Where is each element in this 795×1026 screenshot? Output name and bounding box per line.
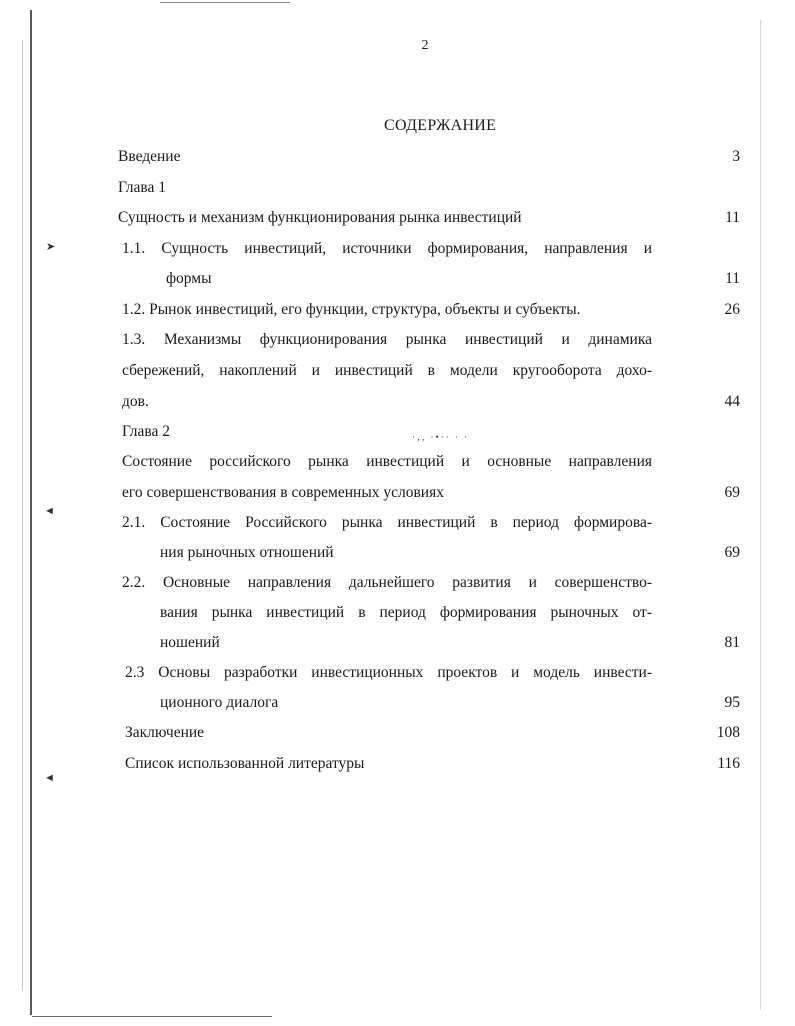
toc-entry-text: ния рыночных отношений <box>160 544 334 561</box>
toc-entry-text: Глава 1 <box>118 179 167 196</box>
toc-entry-page: 69 <box>724 544 740 561</box>
toc-entry-page: 11 <box>725 270 740 287</box>
scan-noise: ·‚, ·•·· · · <box>412 432 470 442</box>
scan-bottom-line <box>32 1016 272 1017</box>
toc-entry-text: сбережений, накоплений и инвестиций в модели кругооборота дохо- <box>122 362 652 379</box>
toc-entry-text: Введение <box>118 148 181 165</box>
toc-entry-text: формы <box>166 270 212 287</box>
toc-entry-text: Заключение <box>125 724 205 741</box>
toc-entry-text: Сущность и механизм функционирования рынка инвестиций <box>118 209 522 226</box>
scan-edge-line-right <box>760 20 761 1010</box>
toc-entry-page: 81 <box>724 634 740 651</box>
toc-entry-text: Глава 2 <box>122 423 171 440</box>
toc-entry-text: 1.2. Рынок инвестиций, его функции, структура, объекты и субъекты. <box>122 301 581 318</box>
scan-top-line <box>160 2 290 3</box>
toc-entry-text: ционного диалога <box>160 694 279 711</box>
toc-entry-text: Список использованной литературы <box>125 755 365 772</box>
toc-entry-text: ношений <box>160 634 220 651</box>
toc-entry-text: 2.1. Состояние Российского рынка инвестиций в период формирова- <box>122 514 652 531</box>
scan-edge-line <box>30 10 32 1015</box>
toc-entry-text: вания рынка инвестиций в период формирования рыночных от- <box>160 604 652 621</box>
toc-entry-page: 116 <box>717 755 740 772</box>
binder-hole-mark: ◄ <box>44 505 55 517</box>
binder-hole-mark: ➤ <box>46 241 56 253</box>
toc-entry-page: 3 <box>732 148 740 165</box>
page-number: 2 <box>421 38 429 53</box>
toc-entry-page: 26 <box>724 301 740 318</box>
toc-entry-page: 11 <box>725 209 740 226</box>
toc-entry-page: 44 <box>724 393 740 410</box>
scan-edge-line-faint <box>22 40 23 990</box>
toc-entry-text: 1.3. Механизмы функционирования рынка инвестиций и динамика <box>122 331 652 348</box>
toc-entry-text: 2.3 Основы разработки инвестиционных проектов и модель инвести- <box>125 664 652 681</box>
toc-entry-text: Состояние российского рынка инвестиций и основные направления <box>122 453 652 470</box>
toc-entry-text: дов. <box>122 393 149 410</box>
toc-entry-page: 108 <box>716 724 740 741</box>
toc-entry-page: 69 <box>724 484 740 501</box>
toc-entry-text: 1.1. Сущность инвестиций, источники формирования, направления и <box>122 240 652 257</box>
toc-entry-page: 95 <box>724 694 740 711</box>
page-title: СОДЕРЖАНИЕ <box>384 117 497 134</box>
binder-hole-mark: ◄ <box>44 772 55 784</box>
toc-entry-text: его совершенствования в современных условиях <box>122 484 444 501</box>
toc-entry-text: 2.2. Основные направления дальнейшего развития и совершенство- <box>122 574 652 591</box>
